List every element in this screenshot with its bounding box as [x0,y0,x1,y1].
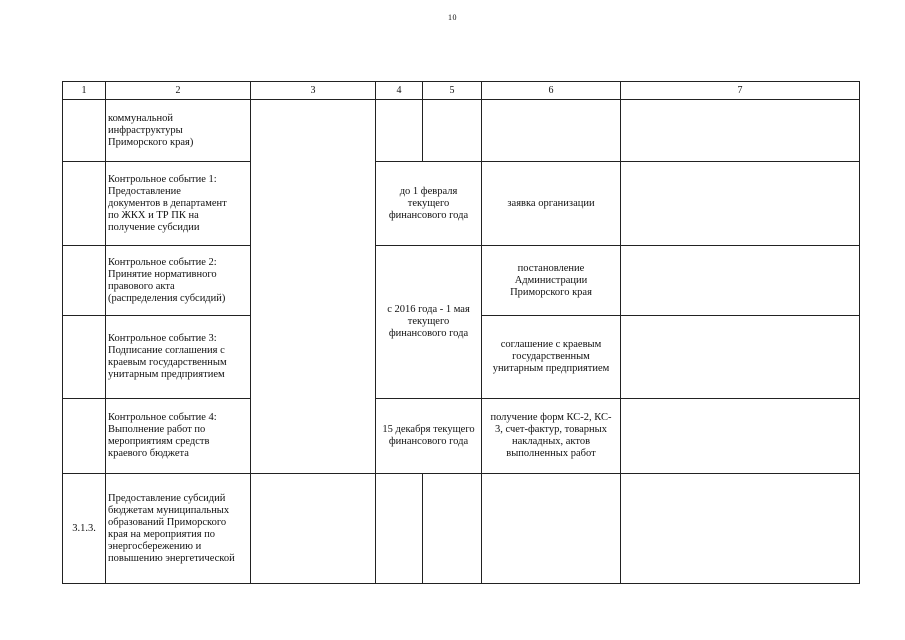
header-row [63,82,860,100]
header-cell-6: 6 [482,82,621,100]
start-date-cell [376,474,423,584]
program-table [62,81,860,584]
header-cell-7: 7 [621,82,860,100]
row-number-cell [63,316,106,399]
note-cell [621,162,860,246]
table-row [63,474,860,584]
note-cell [621,399,860,474]
header-cell-3: 3 [251,82,376,100]
row-number-cell [63,399,106,474]
result-cell: постановление Администрации Приморского края [482,246,621,316]
start-date-cell [376,100,423,162]
note-cell [621,100,860,162]
deadline-cell: 15 декабря текущего финансового года [376,399,482,474]
description-cell: Контрольное событие 2: Принятие нормативного правового акта (распределения субсидий) [106,246,251,316]
description-cell: Контрольное событие 4: Выполнение работ по мероприятиям средств краевого бюджета [106,399,251,474]
deadline-cell: с 2016 года - 1 мая текущего финансового года [376,246,482,399]
responsible-cell [251,474,376,584]
header-cell-1: 1 [63,82,106,100]
row-number-cell: 3.1.3. [63,474,106,584]
table-row [63,162,860,246]
page-number: 10 [448,13,457,22]
note-cell [621,474,860,584]
note-cell [621,316,860,399]
responsible-cell [251,100,376,474]
header-cell-4: 4 [376,82,423,100]
end-date-cell [423,474,482,584]
result-cell [482,100,621,162]
row-number-cell [63,246,106,316]
description-cell: коммунальной инфраструктуры Приморского края) [106,100,251,162]
description-cell: Контрольное событие 3: Подписание соглашения с краевым государственным унитарным предприятием [106,316,251,399]
header-cell-2: 2 [106,82,251,100]
deadline-cell: до 1 февраля текущего финансового года [376,162,482,246]
note-cell [621,246,860,316]
table-row [63,399,860,474]
table-row [63,100,860,162]
row-number-cell [63,162,106,246]
result-cell [482,474,621,584]
table-row [63,246,860,316]
header-cell-5: 5 [423,82,482,100]
result-cell: заявка организации [482,162,621,246]
description-cell: Контрольное событие 1: Предоставление документов в департамент по ЖКХ и ТР ПК на получение субсидии [106,162,251,246]
result-cell: соглашение с краевым государственным унитарным предприятием [482,316,621,399]
row-number-cell [63,100,106,162]
end-date-cell [423,100,482,162]
result-cell: получение форм КС-2, КС- 3, счет-фактур, товарных накладных, актов выполненных работ [482,399,621,474]
description-cell: Предоставление субсидий бюджетам муниципальных образований Приморского края на мероприятия по энергосбережению и повышению энергетической [106,474,251,584]
